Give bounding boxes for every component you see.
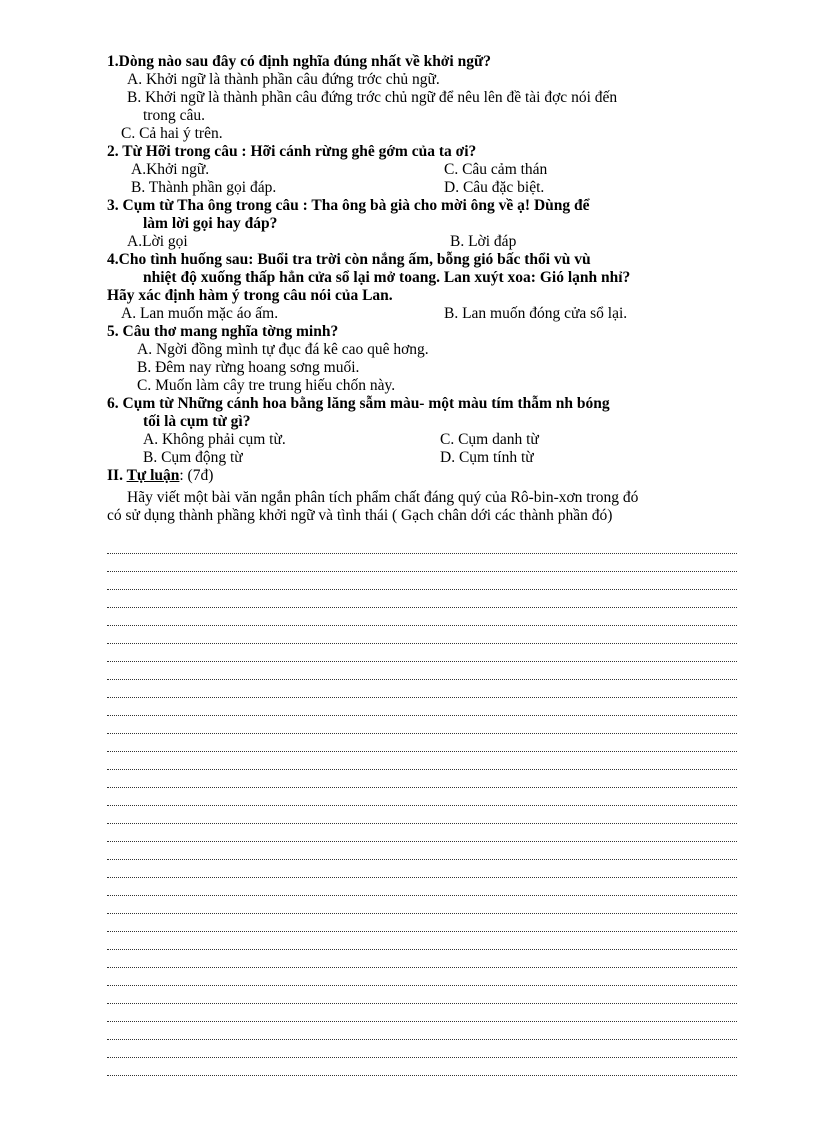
essay-heading [107,467,213,485]
answer-line [107,805,737,806]
answer-line [107,571,737,572]
answer-line [107,697,737,698]
question-6-option-b: B. Cụm động từ [143,449,243,466]
answer-line [107,859,737,860]
question-5-title: 5. Câu thơ mang nghĩa tờng minh? [107,323,339,340]
answer-line [107,769,737,770]
answer-line [107,733,737,734]
answer-line [107,679,737,680]
answer-line [107,625,737,626]
answer-line [107,751,737,752]
answer-line [107,985,737,986]
answer-line [107,1039,737,1040]
answer-line [107,589,737,590]
question-1-option-a: A. Khởi ngữ là thành phần câu đứng trớc chủ ngữ. [127,71,440,88]
essay-prompt-cont: có sử dụng thành phầng khởi ngữ và tình thái ( Gạch chân dới các thành phần đó) [107,507,613,524]
answer-line [107,1021,737,1022]
answer-line [107,931,737,932]
question-3-option-a: A.Lời gọi [127,233,188,250]
question-4-title: 4.Cho tình huống sau: Buổi tra trời còn nắng ấm, bỗng gió bấc thổi vù vù [107,251,591,268]
question-1-option-b-cont: trong câu. [143,107,205,124]
answer-line [107,967,737,968]
answer-line [107,913,737,914]
question-1-option-b: B. Khởi ngữ là thành phần câu đứng trớc chủ ngữ để nêu lên đề tài đợc nói đến [127,89,618,106]
question-4-option-b: B. Lan muốn đóng cửa sổ lại. [444,305,628,322]
question-2-option-d: D. Câu đặc biệt. [444,179,545,196]
question-1-title: 1.Dòng nào sau đây có định nghĩa đúng nhất về khởi ngữ? [107,53,491,70]
question-5-option-a: A. Ngời đồng mình tự đục đá kê cao quê hơng. [137,341,429,358]
question-6-option-a: A. Không phải cụm từ. [143,431,286,448]
question-2-option-c: C. Câu cảm thán [444,161,548,178]
answer-line [107,1003,737,1004]
essay-roman-numeral: II. [107,467,123,484]
question-4-title-cont: nhiệt độ xuống thấp hẳn cửa sổ lại mở toang. Lan xuýt xoa: Gió lạnh nhỉ? [143,269,631,286]
question-6-title-cont: tối là cụm từ gì? [143,413,251,430]
answer-line [107,787,737,788]
answer-line [107,877,737,878]
essay-label: Tự luận [126,467,180,484]
question-5-option-c: C. Muốn làm cây tre trung hiếu chốn này. [137,377,396,394]
question-3-option-b: B. Lời đáp [450,233,517,250]
question-2-title: 2. Từ Hỡi trong câu : Hỡi cánh rừng ghê gớm của ta ơi? [107,143,477,160]
question-2-option-b: B. Thành phần gọi đáp. [131,179,277,196]
essay-prompt: Hãy viết một bài văn ngắn phân tích phẩm chất đáng quý của Rô-bin-xơn trong đó [127,489,639,506]
essay-points: : (7đ) [179,467,214,484]
question-4-option-a: A. Lan muốn mặc áo ấm. [121,305,279,322]
question-2-option-a: A.Khởi ngữ. [131,161,210,178]
answer-line [107,661,737,662]
question-4-title-cont-2: Hãy xác định hàm ý trong câu nói của Lan. [107,287,393,304]
question-6-option-d: D. Cụm tính từ [440,449,534,466]
question-3-title-cont: làm lời gọi hay đáp? [143,215,278,232]
question-3-title: 3. Cụm từ Tha ông trong câu : Tha ông bà già cho mời ông về ạ! Dùng để [107,197,590,214]
question-1-option-c: C. Cả hai ý trên. [121,125,223,142]
answer-line [107,1075,737,1076]
question-6-title: 6. Cụm từ Những cánh hoa bằng lăng sẫm màu- một màu tím thẫm nh bóng [107,395,610,412]
answer-line [107,823,737,824]
answer-line [107,715,737,716]
question-6-option-c: C. Cụm danh từ [440,431,539,448]
answer-line [107,553,737,554]
answer-line [107,1057,737,1058]
answer-line [107,895,737,896]
question-5-option-b: B. Đêm nay rừng hoang sơng muối. [137,359,360,376]
answer-line [107,643,737,644]
answer-line [107,841,737,842]
answer-line [107,949,737,950]
answer-line [107,607,737,608]
